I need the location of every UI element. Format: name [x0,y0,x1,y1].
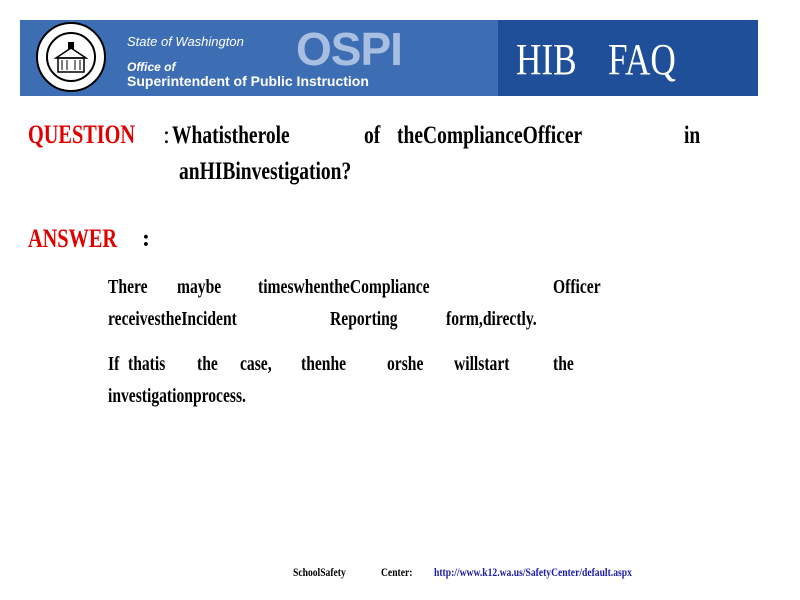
hib-title: HIB [516,35,577,84]
question-word: of [364,122,381,149]
ospi-logo-text: OSPI [296,23,402,75]
question-colon: : [163,122,170,149]
question-word: Whatistherole [172,122,290,149]
answer-word: form,directly. [446,308,537,330]
answer-word: thatis [128,353,166,375]
answer-word: maybe [177,276,222,298]
answer-word: Reporting [330,308,398,330]
answer-label: ANSWER [28,224,118,253]
answer-word: Officer [553,276,601,298]
answer-word: the [553,353,574,375]
question-label: QUESTION [28,120,136,149]
question-word: theComplianceOfficer [397,122,583,149]
answer-word: receivestheIncident [108,308,237,330]
footer-school-safety: SchoolSafety [293,565,346,579]
answer-word: willstart [454,353,510,375]
question-word: in [684,122,701,149]
answer-word: case, [240,353,272,375]
answer-word: timeswhentheCompliance [258,276,430,298]
header-banner [20,20,758,96]
answer-word: thenhe [301,353,347,375]
answer-colon: : [142,226,150,252]
faq-title: FAQ [608,35,676,84]
answer-word: the [197,353,218,375]
answer-word: orshe [387,353,424,375]
answer-word: investigationprocess. [108,385,246,407]
state-label: State of Washington [127,34,244,49]
safety-center-link[interactable]: http://www.k12.wa.us/SafetyCenter/default.aspx [434,565,632,579]
footer-center-label: Center: [381,565,413,579]
answer-word: If [108,353,120,375]
state-seal-icon [36,22,106,92]
seal-building-icon [46,32,96,82]
office-name: Superintendent of Public Instruction [127,73,369,89]
question-line2: anHIBinvestigation? [179,158,352,185]
office-of-label: Office of [127,60,176,74]
answer-word: There [108,276,148,298]
banner-left-panel [20,20,498,96]
